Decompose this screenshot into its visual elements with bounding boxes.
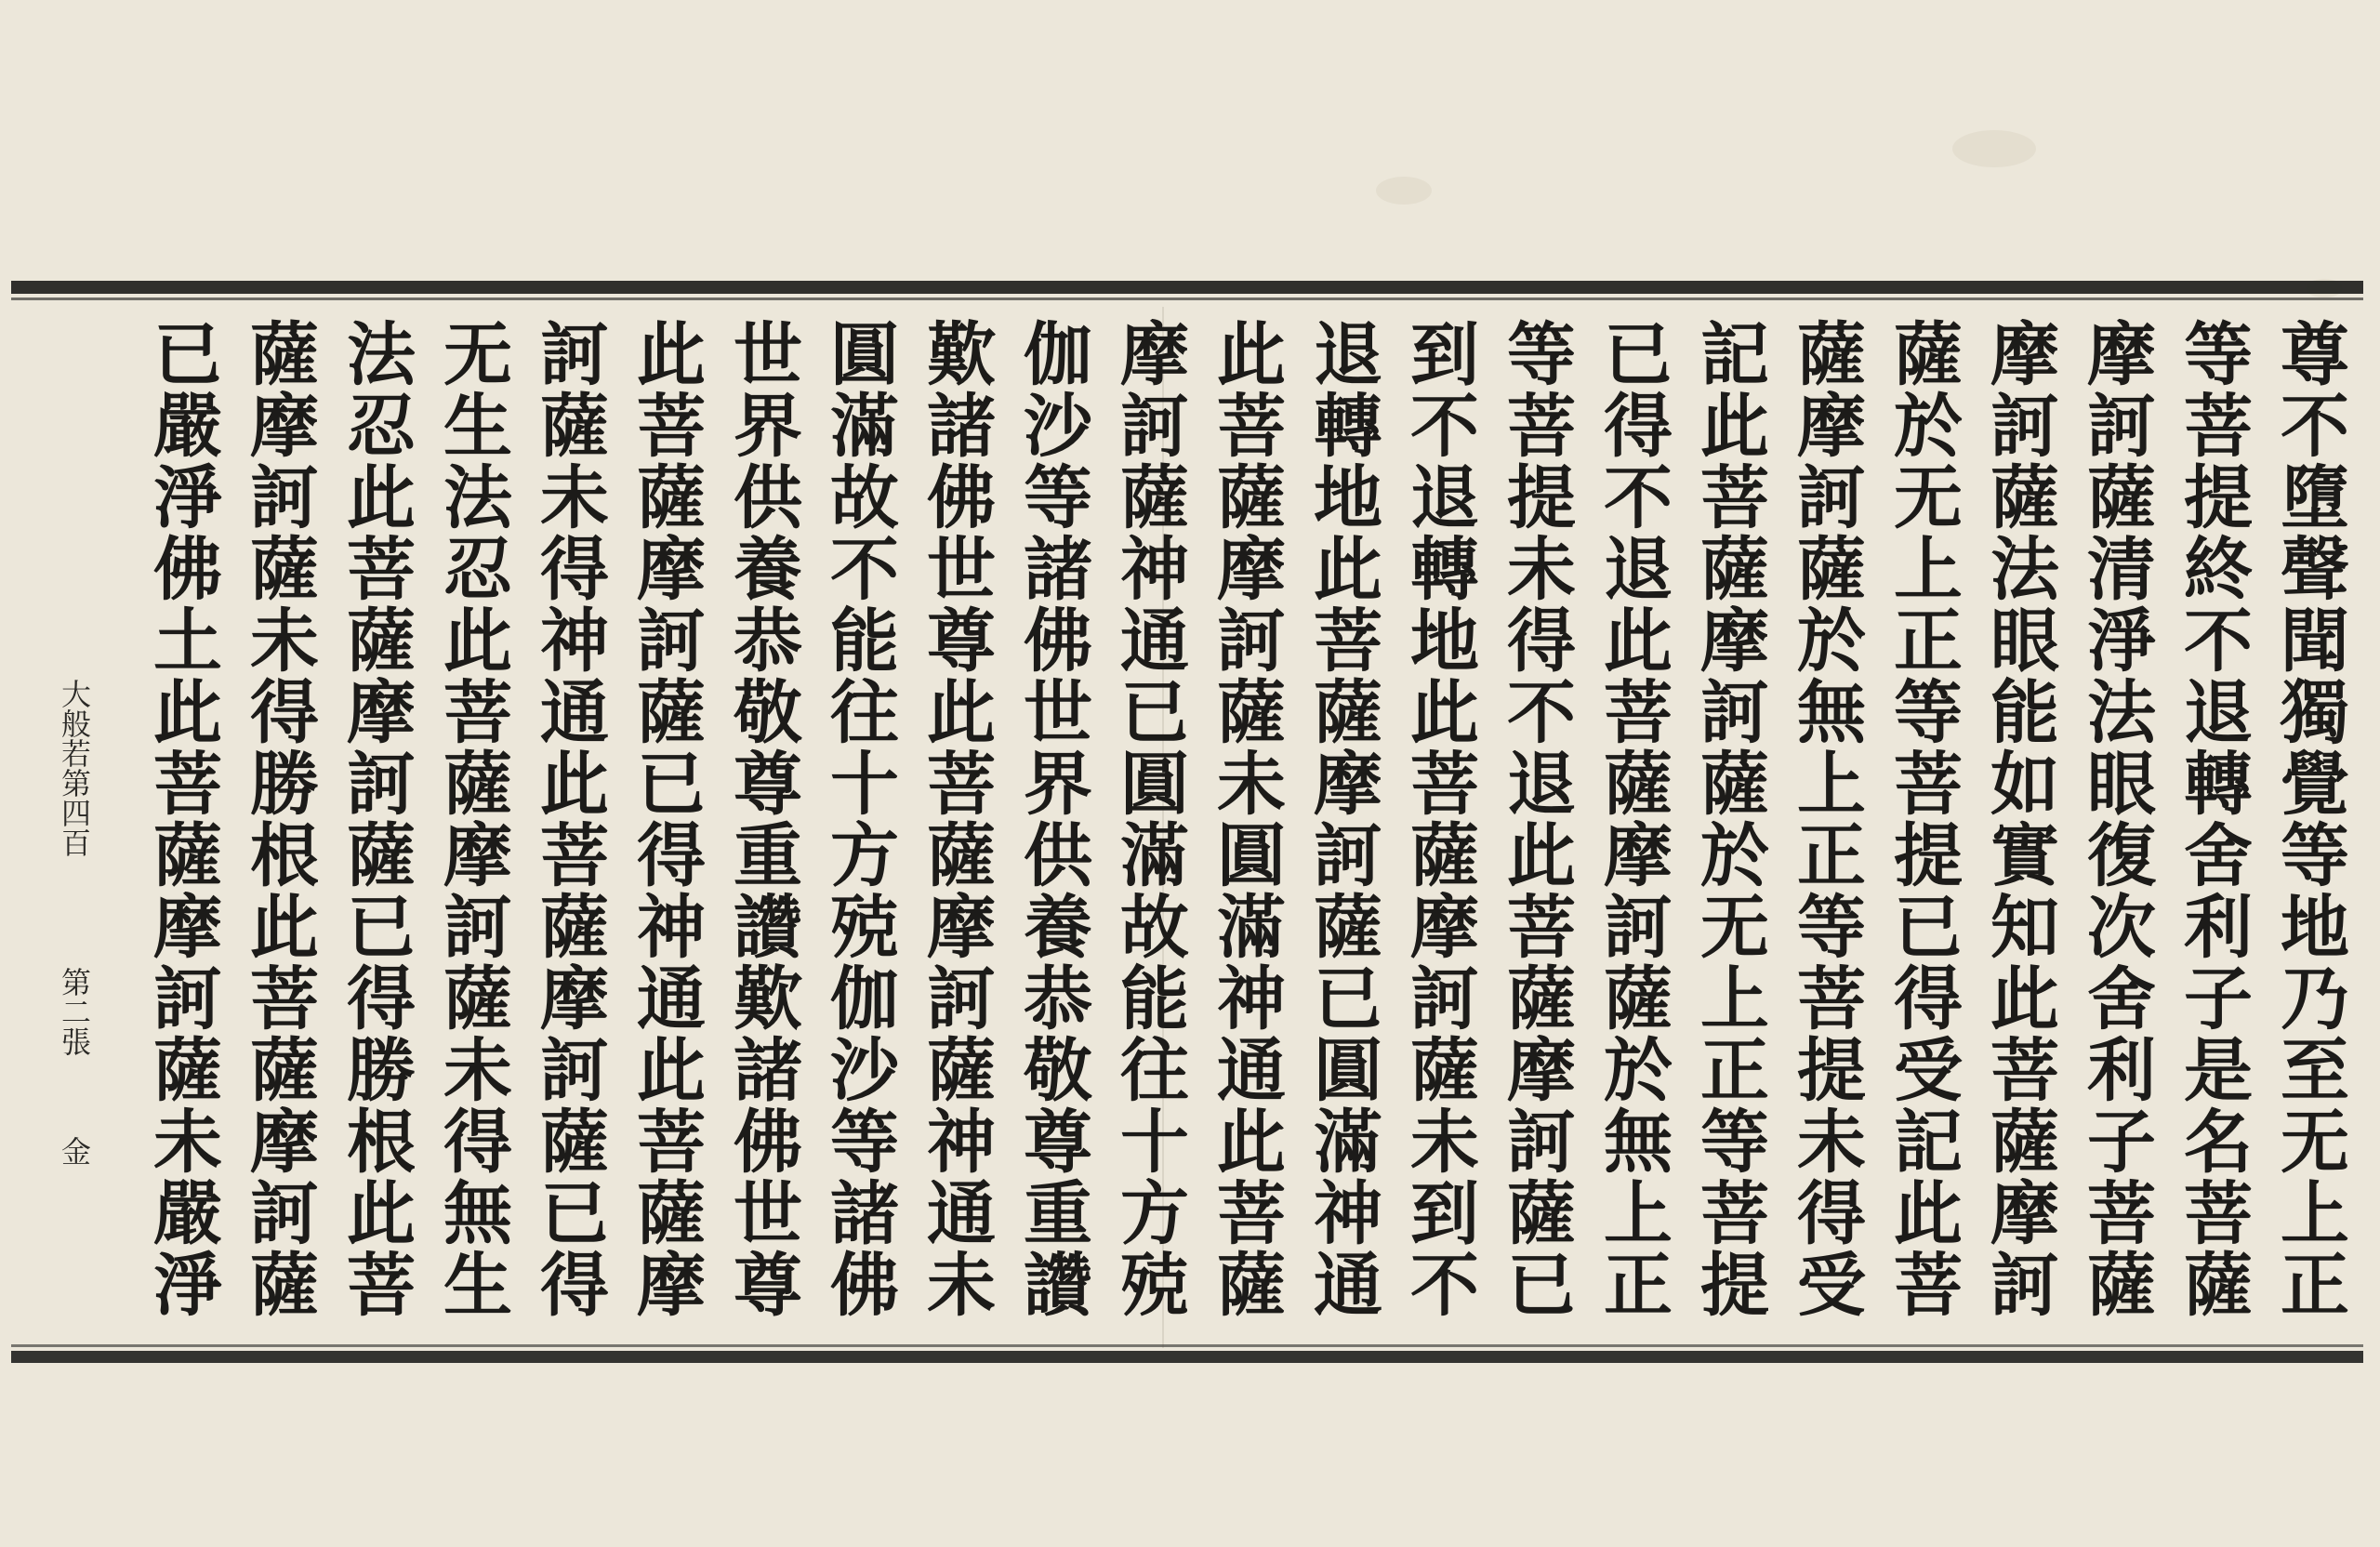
margin-page-number: 第二張	[57, 967, 92, 1056]
margin-sutra-title: 大般若第四百	[57, 679, 92, 857]
top-border-inner-rule	[11, 298, 2363, 300]
margin-carver-mark: 金	[57, 1136, 92, 1166]
text-column-19: 訶薩未得神通此菩薩摩訶薩已得	[529, 318, 609, 1320]
text-column-12: 此菩薩摩訶薩未圓滿神通此菩薩	[1206, 318, 1286, 1320]
text-column-6: 薩摩訶薩於無上正等菩提未得受	[1786, 318, 1866, 1320]
text-column-4: 摩訶薩法眼能如實知此菩薩摩訶	[1979, 318, 2059, 1320]
top-border-rule	[11, 281, 2363, 294]
text-column-16: 圓滿故不能往十方殑伽沙等諸佛	[819, 318, 899, 1320]
text-column-14: 伽沙等諸佛世界供養恭敬尊重讚	[1012, 318, 1092, 1320]
text-column-15: 歎諸佛世尊此菩薩摩訶薩神通未	[916, 318, 996, 1320]
text-column-22: 薩摩訶薩未得勝根此菩薩摩訶薩	[239, 318, 319, 1320]
text-column-23: 已嚴淨佛土此菩薩摩訶薩未嚴淨	[142, 318, 222, 1320]
text-column-1: 尊不墮聲聞獨覺等地乃至无上正	[2269, 318, 2349, 1320]
text-column-2: 等菩提終不退轉舍利子是名菩薩	[2173, 318, 2253, 1320]
text-column-8: 已得不退此菩薩摩訶薩於無上正	[1593, 318, 1673, 1320]
text-column-7: 記此菩薩摩訶薩於无上正等菩提	[1689, 318, 1769, 1320]
text-column-18: 此菩薩摩訶薩已得神通此菩薩摩	[626, 318, 706, 1320]
text-columns	[106, 318, 2356, 1331]
bottom-border-inner-rule	[11, 1344, 2363, 1347]
text-column-17: 世界供養恭敬尊重讚歎諸佛世尊	[722, 318, 802, 1320]
text-column-3: 摩訶薩清淨法眼復次舍利子菩薩	[2076, 318, 2156, 1320]
paper-stain	[1952, 130, 2036, 167]
text-column-21: 法忍此菩薩摩訶薩已得勝根此菩	[336, 318, 416, 1320]
paper-stain	[1376, 177, 1432, 205]
bottom-border-rule	[11, 1351, 2363, 1363]
text-column-9: 等菩提未得不退此菩薩摩訶薩已	[1496, 318, 1576, 1320]
text-column-10: 到不退轉地此菩薩摩訶薩未到不	[1399, 318, 1479, 1320]
text-column-11: 退轉地此菩薩摩訶薩已圓滿神通	[1302, 318, 1382, 1320]
text-column-20: 无生法忍此菩薩摩訶薩未得無生	[432, 318, 512, 1320]
woodblock-print-frame	[11, 281, 2363, 1363]
text-column-5: 薩於无上正等菩提已得受記此菩	[1883, 318, 1963, 1320]
text-column-13: 摩訶薩神通已圓滿故能往十方殑	[1109, 318, 1189, 1320]
